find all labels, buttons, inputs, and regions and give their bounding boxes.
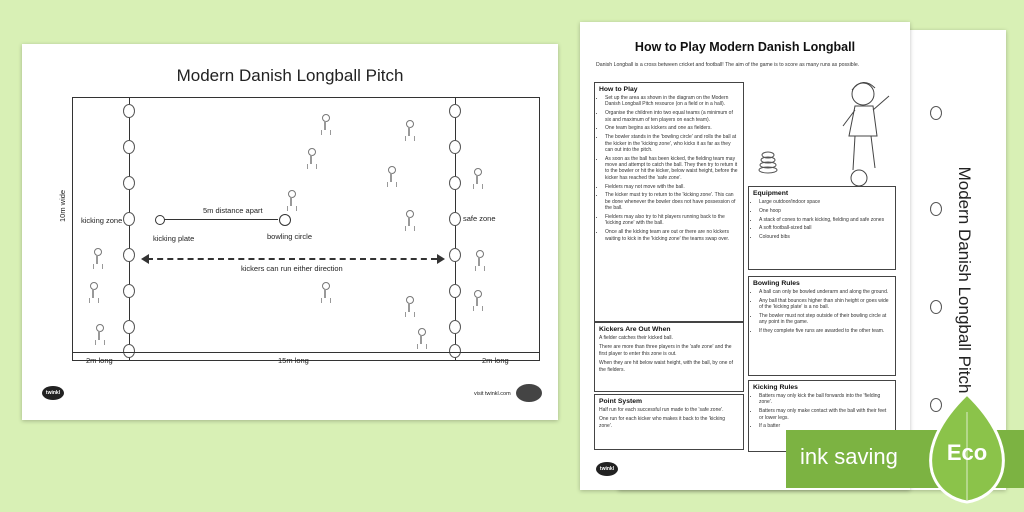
how-to-play-page: [580, 22, 910, 490]
list-item: • If they complete five runs are awarded to the other team.: [759, 328, 891, 334]
kickers-out-heading: Kickers Are Out When: [599, 326, 671, 333]
cone: [123, 104, 135, 118]
kicking-plate-label: kicking plate: [153, 234, 195, 243]
run-direction-arrow: [147, 258, 437, 260]
list-item: • A soft football-sized ball: [759, 225, 891, 231]
paragraph: A fielder catches their kicked ball.: [599, 335, 673, 341]
cone: [123, 344, 135, 358]
list-item: • Batters may only kick the ball forwards into the 'fielding zone'.: [759, 393, 891, 406]
cone: [930, 202, 942, 216]
how-to-title: How to Play Modern Danish Longball: [634, 40, 856, 54]
list-item: • The kicker must try to return to the 'kicking zone'. This can be done whenever the bowler does not have possession of the ball.: [605, 192, 739, 211]
eco-badge-text: Eco: [946, 440, 988, 465]
equipment-box: [748, 186, 896, 270]
left-length-label: 2m long: [86, 356, 113, 365]
bowling-rules-box: [748, 276, 896, 376]
cone: [123, 284, 135, 298]
child-football-illustration: [835, 74, 897, 194]
how-to-play-heading: How to Play: [599, 86, 638, 93]
right-length-label: 2m long: [482, 356, 509, 365]
paragraph: When they are hit below waist height, with the ball, by one of the fielders.: [599, 360, 733, 373]
point-system-box: [594, 394, 744, 450]
bowling-rules-list: [753, 289, 891, 335]
player-figure: [319, 282, 331, 304]
intro-text: Danish Longball is a cross between cricket and football! The aim of the game is to score as many runs as possible.: [596, 62, 860, 68]
kicking-rules-list: [753, 393, 891, 430]
kicking-rules-heading: Kicking Rules: [753, 384, 798, 391]
cone: [449, 284, 461, 298]
cone: [449, 248, 461, 262]
player-figure: [93, 324, 105, 346]
cone: [123, 212, 135, 226]
list-item: • The bowler stands in the 'bowling circle' and rolls the ball at the kicker in the 'kicking zone', who kicks it as far as they can out into the pitch.: [605, 134, 739, 153]
cones-stack-icon: [758, 150, 778, 174]
arrow-right-icon: [437, 254, 445, 264]
player-figure: [305, 148, 317, 170]
equipment-heading: Equipment: [753, 190, 789, 197]
cone: [930, 106, 942, 120]
cone: [123, 176, 135, 190]
list-item: • Once all the kicking team are out or there are no kickers waiting to kick in the 'kicking zone' the teams swap over.: [605, 229, 739, 242]
paragraph: There are more than three players in the 'safe zone' and the first player to enter this zone is out.: [599, 344, 732, 357]
distance-line: [164, 219, 278, 220]
twinkl-badge-icon: [516, 384, 542, 402]
player-figure: [385, 166, 397, 188]
bowling-circle-label: bowling circle: [267, 232, 313, 241]
twinkl-logo: twinkl: [596, 462, 618, 476]
list-item: • Fielders may not move with the ball.: [605, 184, 739, 190]
list-item: • Batters may only make contact with the ball with their feet or lower legs.: [759, 408, 891, 421]
point-system-heading: Point System: [599, 398, 643, 405]
cone: [123, 248, 135, 262]
back-sheet-title: Modern Danish Longball Pitch: [955, 166, 974, 394]
how-to-play-list: [599, 95, 739, 242]
player-figure: [415, 328, 427, 350]
player-figure: [403, 296, 415, 318]
cone: [449, 320, 461, 334]
kickers-out-box: [594, 322, 744, 392]
list-item: • The bowler must not step outside of their bowling circle at any point in the game.: [759, 313, 891, 326]
equipment-list: [753, 199, 891, 241]
kicking-zone-label: kicking zone: [81, 216, 123, 225]
width-label: 10m wide: [58, 189, 67, 222]
player-figure: [87, 282, 99, 304]
list-item: • Organise the children into two equal teams (a minimum of six and maximum of ten players on each team).: [605, 110, 739, 123]
list-item: • Coloured bibs: [759, 234, 891, 240]
paragraph: One run for each kicker who makes it back to the 'kicking zone'.: [599, 416, 726, 429]
distance-label: 5m distance apart: [203, 206, 263, 215]
list-item: • Large outdoor/indoor space: [759, 199, 891, 205]
pitch-sheet-page: [22, 44, 558, 420]
player-figure: [403, 210, 415, 232]
cone: [123, 320, 135, 334]
cone: [123, 140, 135, 154]
twinkl-logo: twinkl: [42, 386, 64, 400]
cone: [930, 300, 942, 314]
list-item: • Fielders may also try to hit players running back to the 'kicking zone' with the ball.: [605, 214, 739, 227]
safe-zone-label: safe zone: [463, 214, 496, 223]
list-item: • If a batter: [759, 423, 891, 429]
cone: [449, 344, 461, 358]
middle-length-label: 15m long: [278, 356, 309, 365]
paragraph: Half run for each successful run made to the 'safe zone'.: [599, 407, 724, 413]
list-item: • One team begins as kickers and one as fielders.: [605, 125, 739, 131]
bowling-rules-heading: Bowling Rules: [753, 280, 800, 287]
cone: [449, 176, 461, 190]
cone: [449, 140, 461, 154]
length-dimension-line: [72, 352, 540, 353]
pitch-field: [72, 97, 540, 361]
player-figure: [319, 114, 331, 136]
player-figure: [285, 190, 297, 212]
list-item: • One hoop: [759, 208, 891, 214]
list-item: • A stack of cones to mark kicking, fielding and safe zones: [759, 217, 891, 223]
player-figure: [473, 250, 485, 272]
footer-url: visit twinkl.com: [474, 391, 511, 397]
list-item: • Any ball that bounces higher than shin height or goes wide of the 'kicking plate' is a no ball.: [759, 298, 891, 311]
cone: [449, 104, 461, 118]
player-figure: [91, 248, 103, 270]
kicking-plate-marker: [155, 215, 165, 225]
list-item: • A ball can only be bowled underarm and along the ground.: [759, 289, 891, 295]
cone: [449, 212, 461, 226]
run-direction-label: kickers can run either direction: [241, 264, 343, 273]
ink-saving-text: ink saving: [800, 444, 898, 469]
arrow-left-icon: [141, 254, 149, 264]
pitch-title: Modern Danish Longball Pitch: [176, 66, 404, 85]
player-figure: [471, 168, 483, 190]
how-to-play-box: [594, 82, 744, 322]
list-item: • Set up the area as shown in the diagram on the Modern Danish Longball Pitch resource (on a field or in a hall).: [605, 95, 739, 108]
player-figure: [471, 290, 483, 312]
list-item: • As soon as the ball has been kicked, the fielding team may move and attempt to catch the ball. They then try to return it to the bowler or hit the kicker, below waist height, before the kicker has reached the 'safe zone'.: [605, 156, 739, 182]
player-figure: [403, 120, 415, 142]
bowling-circle-marker: [279, 214, 291, 226]
